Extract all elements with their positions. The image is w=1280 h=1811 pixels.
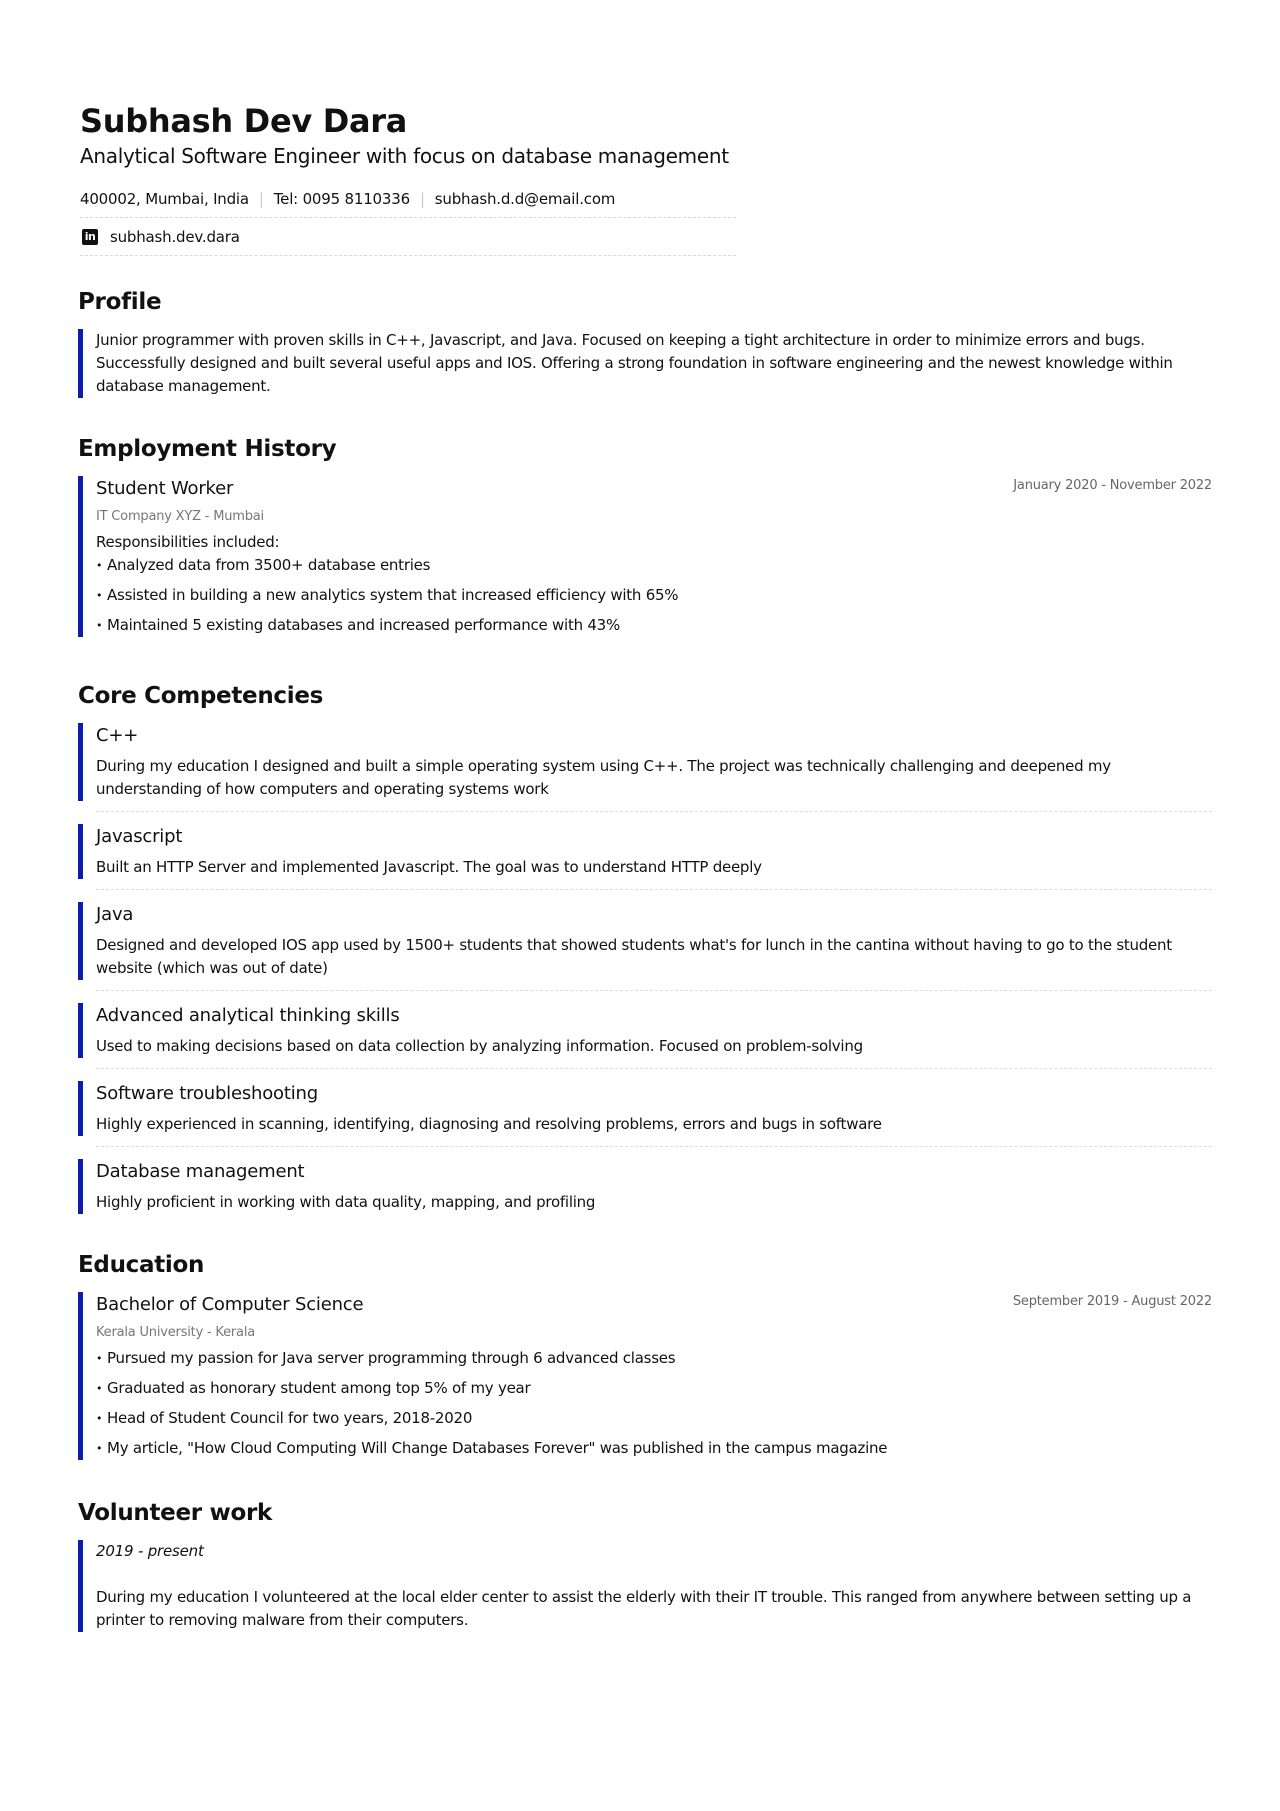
competency-block <box>78 824 1212 879</box>
linkedin-link[interactable]: subhash.dev.dara <box>110 227 240 246</box>
competency-title: Software troubleshooting <box>96 1083 318 1104</box>
section-title-education: Education <box>78 1252 205 1278</box>
section-title-profile: Profile <box>78 289 162 315</box>
competency-text: Used to making decisions based on data collection by analyzing information. Focused on problem-solving <box>96 1037 863 1055</box>
separator: | <box>258 189 264 208</box>
education-section <box>78 1250 1212 1460</box>
profile-text: Junior programmer with proven skills in C++, Javascript, and Java. Focused on keeping a tight architecture in order to minimize errors and bugs. Successfully designed and built several useful apps and IOS. Offering a strong foundation in software engineering and the newest knowledge within database management. <box>96 331 1173 395</box>
resume-header <box>78 100 1212 256</box>
competency-title: Advanced analytical thinking skills <box>96 1005 400 1026</box>
competencies-section <box>78 681 1212 1214</box>
competency-block <box>78 1081 1212 1136</box>
volunteer-text: During my education I volunteered at the local elder center to assist the elderly with their IT trouble. This ranged from anywhere between setting up a printer to removing malware from their computers. <box>96 1588 1192 1629</box>
job-bullets <box>96 554 1212 637</box>
section-title-volunteer: Volunteer work <box>78 1500 273 1526</box>
competency-text: Designed and developed IOS app used by 1500+ students that showed students what's for lunch in the cantina without having to go to the student website (which was out of date) <box>96 936 1172 977</box>
school-name: Kerala University - Kerala <box>96 1325 255 1340</box>
competency-item <box>96 824 1212 890</box>
competency-text: Built an HTTP Server and implemented Javascript. The goal was to understand HTTP deeply <box>96 858 762 876</box>
list-item: • Graduated as honorary student among top 5% of my year <box>96 1377 1212 1400</box>
resume-page <box>78 100 1212 1632</box>
competency-title: Database management <box>96 1161 305 1182</box>
competency-item <box>96 1159 1212 1214</box>
education-date: September 2019 - August 2022 <box>1012 1294 1212 1309</box>
list-item: • My article, "How Cloud Computing Will Change Databases Forever" was published in the campus magazine <box>96 1437 1212 1460</box>
employment-section <box>78 434 1212 637</box>
employment-entry <box>78 476 1212 637</box>
linkedin-icon: in <box>82 229 98 245</box>
education-bullets <box>96 1347 1212 1460</box>
list-item: • Maintained 5 existing databases and increased performance with 43% <box>96 614 1212 637</box>
competency-block <box>78 902 1212 980</box>
contact-row-main <box>80 180 736 218</box>
section-title-competencies: Core Competencies <box>78 683 324 709</box>
list-item: • Pursued my passion for Java server programming through 6 advanced classes <box>96 1347 1212 1370</box>
contact-row-social <box>80 218 736 256</box>
competency-item <box>96 1003 1212 1069</box>
job-date: January 2020 - November 2022 <box>1013 478 1212 493</box>
competency-item <box>96 902 1212 991</box>
candidate-name: Subhash Dev Dara <box>80 102 408 140</box>
competency-block <box>78 1003 1212 1058</box>
candidate-headline: Analytical Software Engineer with focus on database management <box>80 144 729 168</box>
list-item: • Analyzed data from 3500+ database entries <box>96 554 1212 577</box>
profile-block <box>78 329 1212 398</box>
separator: | <box>419 189 425 208</box>
job-title: Student Worker <box>96 478 234 499</box>
competency-text: During my education I designed and built a simple operating system using C++. The project was technically challenging and deepened my understanding of how computers and operating systems work <box>96 757 1111 798</box>
competency-item <box>96 723 1212 812</box>
competency-title: C++ <box>96 725 139 746</box>
degree-title: Bachelor of Computer Science <box>96 1294 364 1315</box>
education-entry <box>78 1292 1212 1460</box>
volunteer-date: 2019 - present <box>96 1542 204 1560</box>
address: 400002, Mumbai, India <box>80 189 249 208</box>
volunteer-section <box>78 1498 1212 1632</box>
competency-text: Highly proficient in working with data quality, mapping, and profiling <box>96 1193 596 1211</box>
competency-item <box>96 1081 1212 1147</box>
competency-text: Highly experienced in scanning, identifying, diagnosing and resolving problems, errors and bugs in software <box>96 1115 882 1133</box>
profile-section <box>78 287 1212 398</box>
job-intro: Responsibilities included: <box>96 533 280 551</box>
list-item: • Assisted in building a new analytics system that increased efficiency with 65% <box>96 584 1212 607</box>
phone: Tel: 0095 8110336 <box>273 189 410 208</box>
job-company: IT Company XYZ - Mumbai <box>96 509 264 524</box>
section-title-employment: Employment History <box>78 436 337 462</box>
contact-info <box>80 180 736 256</box>
competency-block <box>78 723 1212 801</box>
competency-title: Java <box>96 904 134 925</box>
volunteer-entry <box>78 1540 1212 1632</box>
email-link[interactable]: subhash.d.d@email.com <box>434 189 616 208</box>
list-item: • Head of Student Council for two years, 2018-2020 <box>96 1407 1212 1430</box>
competency-title: Javascript <box>96 826 183 847</box>
competency-block <box>78 1159 1212 1214</box>
